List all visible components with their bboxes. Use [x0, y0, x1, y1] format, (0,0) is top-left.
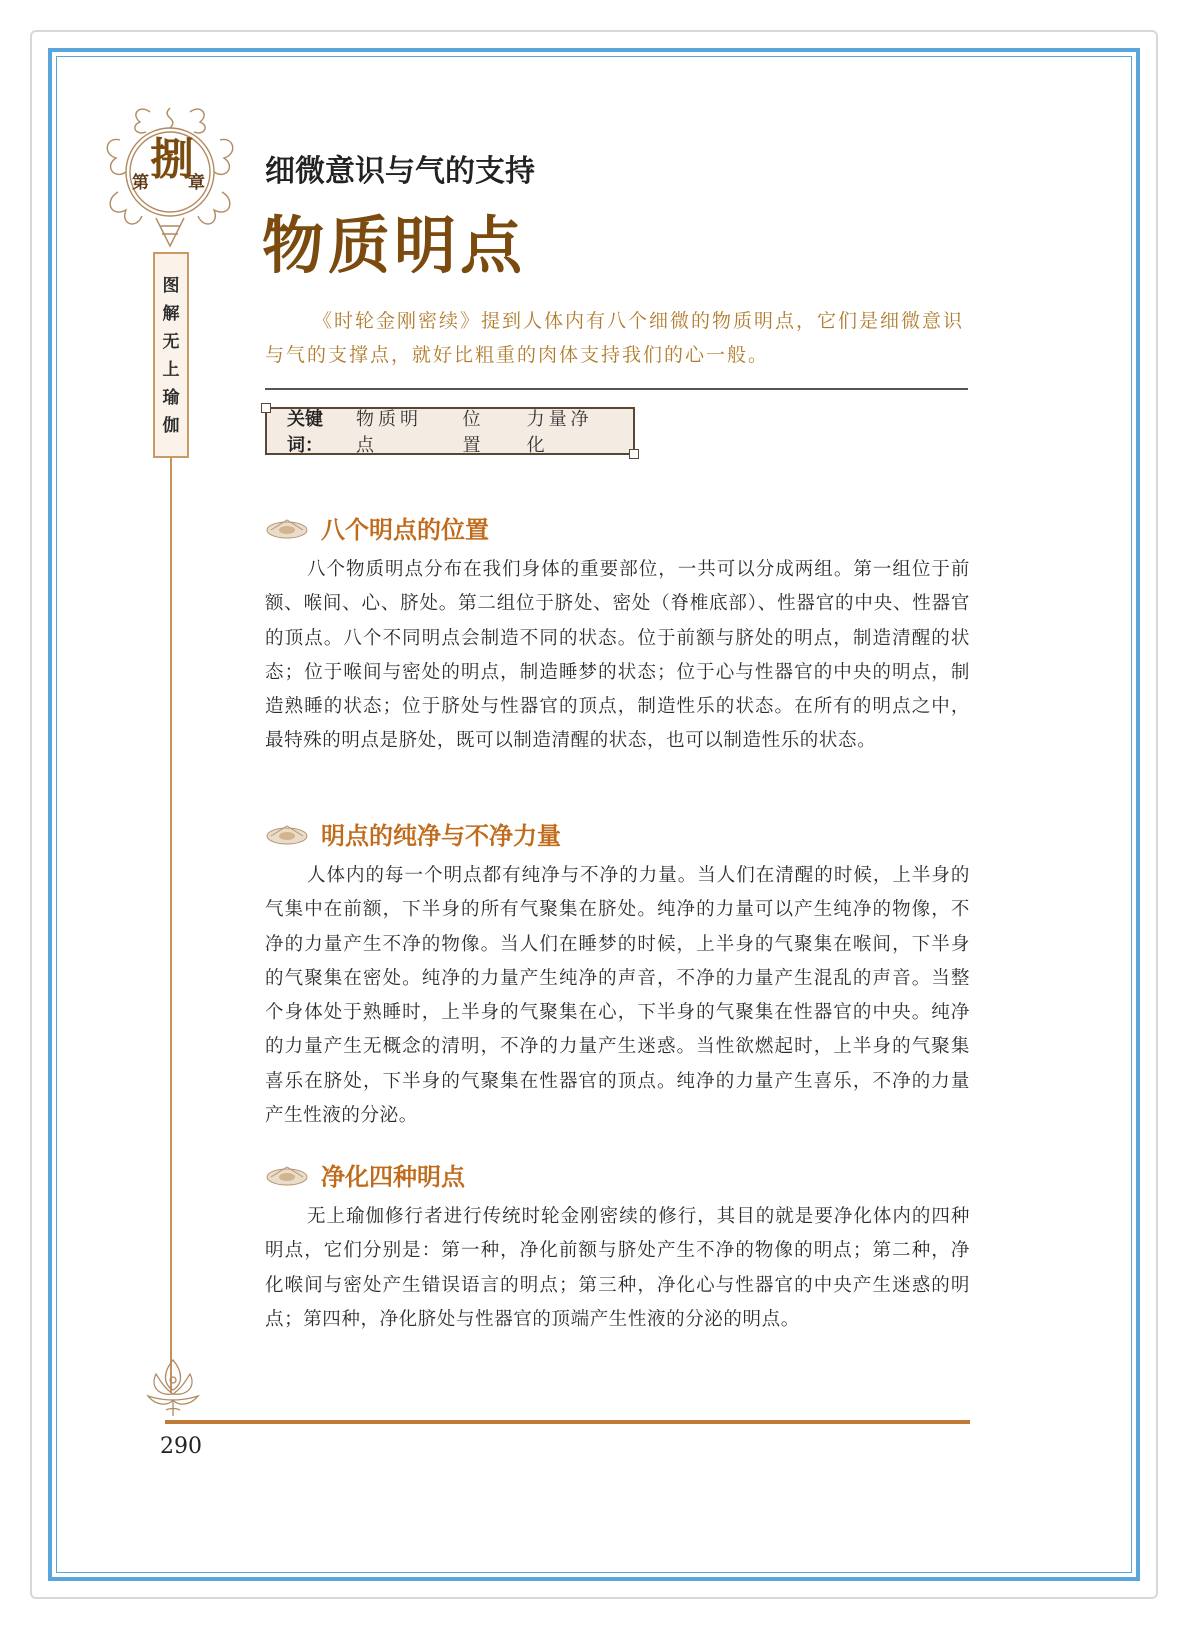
keywords-box [265, 407, 635, 455]
chapter-prefix: 第 [132, 173, 149, 193]
intro-text: 《时轮金刚密续》提到人体内有八个细微的物质明点，它们是细微意识与气的支撑点，就好比粗重的肉体支持我们的心一般。 [265, 310, 965, 366]
series-char: 解 [162, 304, 180, 324]
section-body: 无上瑜伽修行者进行传统时轮金刚密续的修行，其目的就是要净化体内的四种明点，它们分别是：第一种，净化前额与脐处产生不净的物像的明点；第二种，净化喉间与密处产生错误语言的明点；第三种，净化心与性器官的中央产生迷惑的明点；第四种，净化脐处与性器官的顶端产生性液的分泌的明点。 [265, 1206, 970, 1330]
section-heading-text: 八个明点的位置 [321, 516, 489, 544]
section-heading [265, 510, 489, 545]
section-heading-text: 净化四种明点 [321, 1163, 465, 1191]
series-char: 图 [162, 276, 180, 296]
chapter-number: 捌 [150, 134, 194, 185]
footer-rule [165, 1420, 970, 1424]
section-ornament-icon [265, 1163, 309, 1187]
side-divider [170, 458, 172, 1393]
section-heading [265, 1157, 465, 1192]
series-char: 伽 [162, 416, 180, 436]
series-char: 瑜 [162, 388, 180, 408]
page-border-inner [56, 56, 1132, 1573]
keywords-label: 关键词： [287, 409, 323, 456]
page-number: 290 [160, 1434, 202, 1459]
series-char: 上 [162, 360, 180, 380]
chapter-suffix: 章 [188, 173, 205, 193]
page-subtitle: 细微意识与气的支持 [265, 154, 535, 189]
keyword-item: 物质明点 [356, 409, 423, 456]
series-char: 无 [162, 332, 180, 352]
section-heading [265, 816, 561, 851]
section-ornament-icon [265, 822, 309, 846]
section-heading-text: 明点的纯净与不净力量 [321, 822, 561, 850]
section-ornament-icon [265, 516, 309, 540]
section-body: 人体内的每一个明点都有纯净与不净的力量。当人们在清醒的时候，上半身的气集中在前额，下半身的所有气聚集在脐处。纯净的力量可以产生纯净的物像，不净的力量产生不净的物像。当人们在睡梦的时候，上半身的气聚集在喉间，下半身的气聚集在密处。纯净的力量产生纯净的声音，不净的力量产生混乱的声音。当整个身体处于熟睡时，上半身的气聚集在心，下半身的气聚集在性器官的中央。纯净的力量产生无概念的清明，不净的力量产生迷惑。当性欲燃起时，上半身的气聚集喜乐在脐处，下半身的气聚集在性器官的顶点。纯净的力量产生喜乐，不净的力量产生性液的分泌。 [265, 865, 970, 1127]
lotus-ornament-icon [138, 1350, 208, 1420]
intro-divider [265, 388, 968, 390]
keyword-item: 力量净化 [526, 409, 593, 456]
series-label [153, 252, 189, 458]
section-body: 八个物质明点分布在我们身体的重要部位，一共可以分成两组。第一组位于前额、喉间、心、脐处。第二组位于脐处、密处（脊椎底部）、性器官的中央、性器官的顶点。八个不同明点会制造不同的状态。位于前额与脐处的明点，制造清醒的状态；位于喉间与密处的明点，制造睡梦的状态；位于心与性器官的中央的明点，制造熟睡的状态；位于脐处与性器官的顶点，制造性乐的状态。在所有的明点之中，最特殊的明点是脐处，既可以制造清醒的状态，也可以制造性乐的状态。 [265, 559, 970, 752]
page-title: 物质明点 [262, 209, 527, 282]
keyword-item: 位置 [462, 409, 485, 456]
